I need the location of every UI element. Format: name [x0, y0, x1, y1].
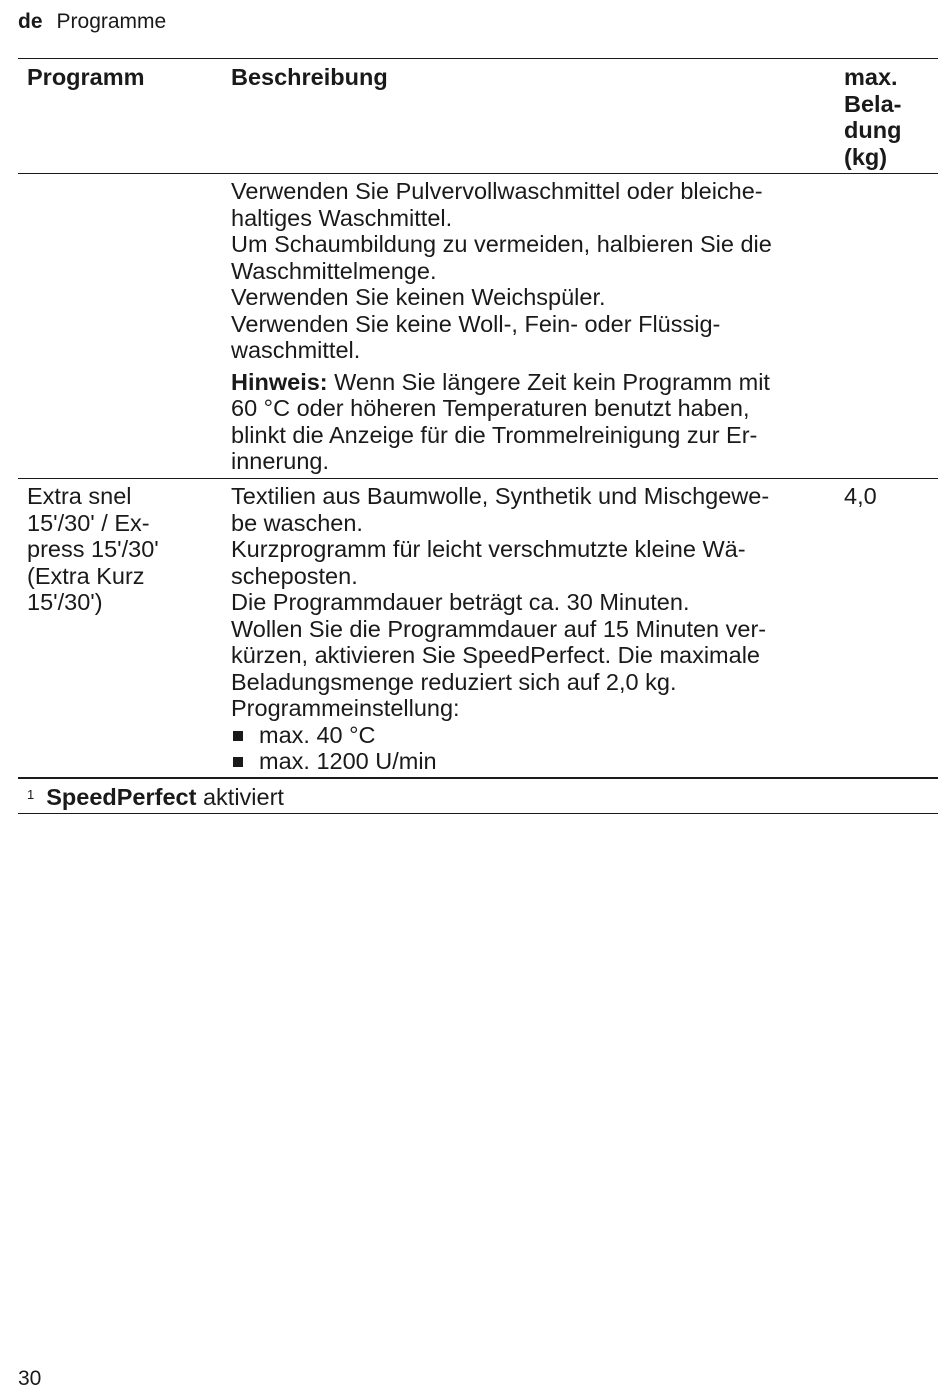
table-bottom-rule — [18, 777, 938, 779]
description-line: Programmeinstellung: — [231, 695, 460, 721]
footnote-marker: 1 — [27, 787, 35, 802]
max-load-extra-snel: 4,0 — [844, 483, 877, 509]
footnote-rule — [18, 813, 938, 814]
column-header-description: Beschreibung — [231, 64, 388, 90]
description-line: be waschen. — [231, 509, 363, 536]
footnote-bold-term: SpeedPerfect — [46, 784, 197, 810]
setting-bullet-item: max. 40 °C — [231, 722, 769, 749]
description-line: Verwenden Sie keine Woll-, Fein- oder Flüssig- — [231, 310, 721, 337]
description-line: haltiges Waschmittel. — [231, 204, 453, 231]
description-line: kürzen, aktivieren Sie SpeedPerfect. Die maximale — [231, 642, 760, 668]
program-name-extra-snel: Extra snel 15'/30' / Ex- press 15'/30' (Extra Kurz 15'/30') — [27, 483, 159, 615]
description-line: Die Programmdauer beträgt ca. 30 Minuten. — [231, 589, 690, 615]
description-line: waschmittel. — [231, 337, 361, 363]
description-line: Textilien aus Baumwolle, Synthetik und Mischgewe- — [231, 483, 770, 509]
setting-bullet-item: max. 1200 U/min — [231, 748, 769, 775]
page-header — [18, 9, 166, 35]
header-rule — [18, 173, 938, 174]
note-first-line: Hinweis: Wenn Sie längere Zeit kein Programm mit — [231, 368, 770, 395]
description-line: Wollen Sie die Programmdauer auf 15 Minuten ver- — [231, 615, 767, 642]
note-label: Hinweis: — [231, 368, 328, 395]
description-line: scheposten. — [231, 562, 358, 589]
footnote — [27, 784, 284, 811]
note-line: 60 °C oder höheren Temperaturen benutzt haben, — [231, 395, 750, 421]
column-header-max-load: max. Bela- dung (kg) — [844, 64, 902, 170]
description-line: Beladungsmenge reduziert sich auf 2,0 kg. — [231, 668, 677, 695]
page-number: 30 — [18, 1367, 42, 1390]
description-line: Verwenden Sie Pulvervollwaschmittel oder bleiche- — [231, 178, 763, 204]
description-line: Verwenden Sie keinen Weichspüler. — [231, 284, 606, 310]
table-top-rule — [18, 58, 938, 59]
program-description-extra-snel — [231, 483, 769, 775]
footnote-text: aktiviert — [196, 784, 284, 810]
description-line: Kurzprogramm für leicht verschmutzte kleine Wä- — [231, 536, 746, 562]
square-bullet-icon — [233, 757, 243, 767]
continued-row-description — [231, 178, 772, 475]
section-title: Programme — [56, 10, 167, 33]
description-line: Um Schaumbildung zu vermeiden, halbieren Sie die — [231, 231, 772, 257]
description-line: Waschmittelmenge. — [231, 257, 437, 284]
column-header-program: Programm — [27, 64, 145, 90]
language-code: de — [18, 10, 43, 33]
note-line: blinkt die Anzeige für die Trommelreinigung zur Er- — [231, 421, 758, 448]
row-separator — [18, 478, 938, 479]
square-bullet-icon — [233, 731, 243, 741]
note-line: innerung. — [231, 448, 329, 474]
